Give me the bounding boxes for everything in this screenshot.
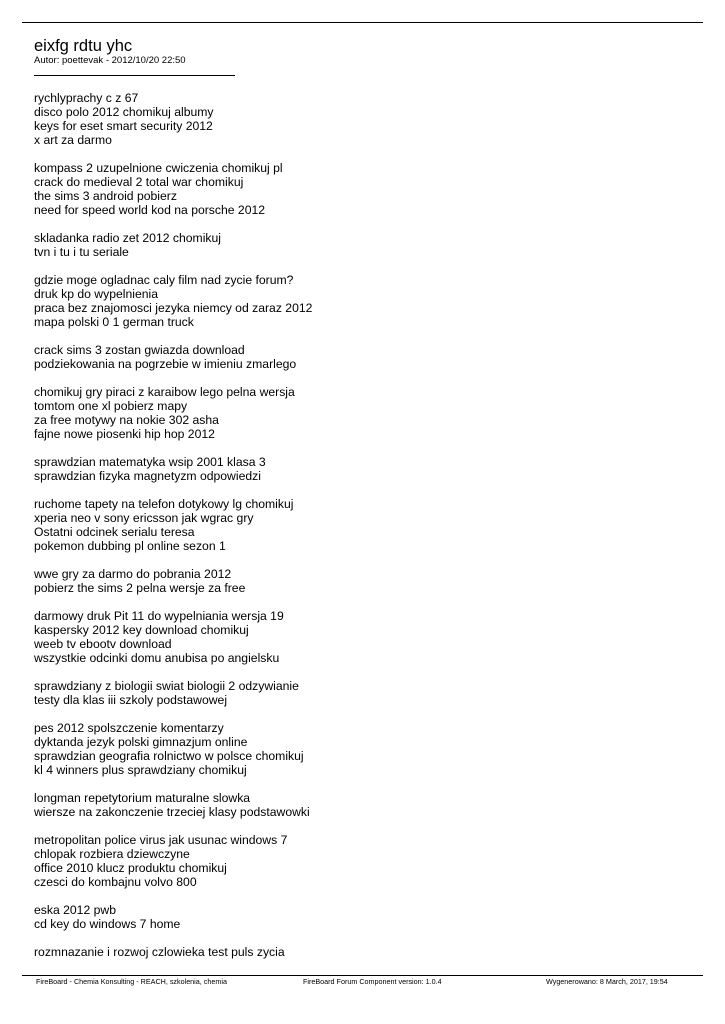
text-line: Ostatni odcinek serialu teresa	[34, 525, 195, 539]
footer-generated-date: Wygenerowano: 8 March, 2017, 19:54	[546, 977, 668, 986]
text-line: office 2010 klucz produktu chomikuj	[34, 861, 227, 875]
text-line: za free motywy na nokie 302 asha	[34, 413, 219, 427]
text-line: sprawdzian fizyka magnetyzm odpowiedzi	[34, 469, 261, 483]
text-line: rozmnazanie i rozwoj czlowieka test puls zycia	[34, 945, 285, 959]
paragraph	[34, 91, 694, 147]
text-line: podziekowania na pogrzebie w imieniu zmarlego	[34, 357, 297, 371]
text-line: metropolitan police virus jak usunac windows 7	[34, 833, 288, 847]
paragraph	[34, 231, 694, 259]
text-line: praca bez znajomosci jezyka niemcy od zaraz 2012	[34, 301, 313, 315]
text-line: kaspersky 2012 key download chomikuj	[34, 623, 249, 637]
paragraph	[34, 273, 694, 329]
footer-component-version: FireBoard Forum Component version: 1.0.4	[303, 977, 442, 986]
text-line: ruchome tapety na telefon dotykowy lg chomikuj	[34, 497, 294, 511]
text-line: chomikuj gry piraci z karaibow lego pelna wersja	[34, 385, 295, 399]
post-title: eixfg rdtu yhc	[34, 37, 133, 55]
text-line: skladanka radio zet 2012 chomikuj	[34, 231, 221, 245]
paragraph	[34, 791, 694, 819]
text-line: x art za darmo	[34, 133, 112, 147]
text-line: chlopak rozbiera dziewczyne	[34, 847, 190, 861]
text-line: testy dla klas iii szkoly podstawowej	[34, 693, 228, 707]
bottom-divider	[22, 975, 703, 976]
paragraph	[34, 567, 694, 595]
text-line: gdzie moge ogladnac caly film nad zycie forum?	[34, 273, 294, 287]
text-line: dyktanda jezyk polski gimnazjum online	[34, 735, 248, 749]
post-body	[34, 91, 694, 973]
paragraph	[34, 343, 694, 371]
text-line: pes 2012 spolszczenie komentarzy	[34, 721, 224, 735]
text-line: rychlyprachy c z 67	[34, 91, 139, 105]
paragraph	[34, 721, 694, 777]
text-line: longman repetytorium maturalne slowka	[34, 791, 251, 805]
text-line: pokemon dubbing pl online sezon 1	[34, 539, 226, 553]
paragraph	[34, 609, 694, 665]
paragraph	[34, 161, 694, 217]
text-line: xperia neo v sony ericsson jak wgrac gry	[34, 511, 254, 525]
paragraph	[34, 455, 694, 483]
text-line: wwe gry za darmo do pobrania 2012	[34, 567, 232, 581]
text-line: crack sims 3 zostan gwiazda download	[34, 343, 245, 357]
text-line: crack do medieval 2 total war chomikuj	[34, 175, 244, 189]
paragraph	[34, 385, 694, 441]
paragraph	[34, 679, 694, 707]
text-line: fajne nowe piosenki hip hop 2012	[34, 427, 215, 441]
footer-site-name: FireBoard - Chemia Konsulting - REACH, szkolenia, chemia	[36, 977, 227, 986]
text-line: kompass 2 uzupelnione cwiczenia chomikuj pl	[34, 161, 283, 175]
text-line: sprawdzian matematyka wsip 2001 klasa 3	[34, 455, 266, 469]
text-line: sprawdzian geografia rolnictwo w polsce chomikuj	[34, 749, 304, 763]
paragraph	[34, 497, 694, 553]
text-line: the sims 3 android pobierz	[34, 189, 177, 203]
text-line: czesci do kombajnu volvo 800	[34, 875, 197, 889]
paragraph	[34, 833, 694, 889]
text-line: eska 2012 pwb	[34, 903, 116, 917]
text-line: druk kp do wypelnienia	[34, 287, 158, 301]
text-line: wszystkie odcinki domu anubisa po angielsku	[34, 651, 280, 665]
text-line: need for speed world kod na porsche 2012	[34, 203, 266, 217]
text-line: tomtom one xl pobierz mapy	[34, 399, 188, 413]
meta-divider	[34, 75, 235, 76]
text-line: wiersze na zakonczenie trzeciej klasy podstawowki	[34, 805, 310, 819]
text-line: darmowy druk Pit 11 do wypelniania wersja 19	[34, 609, 284, 623]
text-line: sprawdziany z biologii swiat biologii 2 odzywianie	[34, 679, 299, 693]
text-line: kl 4 winners plus sprawdziany chomikuj	[34, 763, 247, 777]
text-line: keys for eset smart security 2012	[34, 119, 213, 133]
text-line: disco polo 2012 chomikuj albumy	[34, 105, 214, 119]
text-line: mapa polski 0 1 german truck	[34, 315, 194, 329]
paragraph	[34, 945, 694, 959]
text-line: weeb tv ebootv download	[34, 637, 172, 651]
text-line: cd key do windows 7 home	[34, 917, 181, 931]
text-line: pobierz the sims 2 pelna wersje za free	[34, 581, 246, 595]
paragraph	[34, 903, 694, 931]
text-line: tvn i tu i tu seriale	[34, 245, 129, 259]
post-author-meta: Autor: poettevak - 2012/10/20 22:50	[34, 55, 186, 66]
top-divider	[22, 22, 703, 23]
